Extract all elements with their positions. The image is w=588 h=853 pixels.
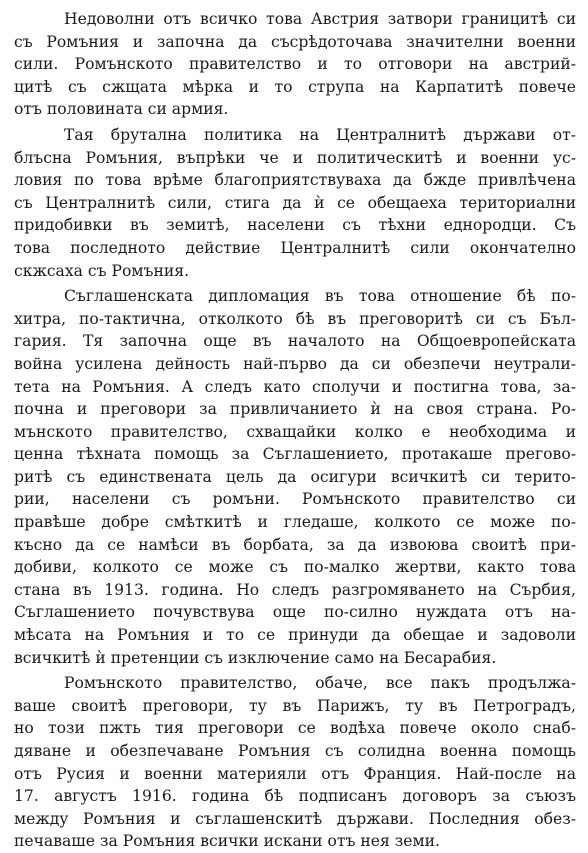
text-line: всичкитѣ ѝ претенции съ изключение само на Бесарабия. xyxy=(14,648,497,667)
text-line: Недоволни отъ всичко това Австрия затвори границитѣ си xyxy=(64,10,576,28)
text-line: тета на Ромъния. А следъ като сполучи и постигна това, за- xyxy=(14,377,576,396)
text-line: сили. Ромънското правителство и то отговори на австрий- xyxy=(14,55,576,74)
paragraph-4 xyxy=(14,672,576,853)
text-line: съ Ромъния и започна да съсрѣдоточава значителни военни xyxy=(14,32,576,51)
text-line: отъ половината си армия. xyxy=(14,100,229,119)
text-line: Ромънското правителство, обаче, все пакъ продължа- xyxy=(64,674,576,693)
text-line: дяване и обезпечаване Ромъния съ солидна военна помощь xyxy=(14,742,576,760)
text-line: блъсна Ромъния, въпрѣки че и политическитѣ и военни ус- xyxy=(14,148,576,167)
text-line: съ Централнитѣ сили, стига да ѝ се обещаеха териториални xyxy=(14,193,576,212)
text-line: 17. августъ 1916. година бѣ подписанъ договоръ за съюзъ xyxy=(14,787,576,806)
text-line: цитѣ съ сжщата мѣрка и то струпа на Карпатитѣ повече xyxy=(14,77,576,96)
text-line: мънското правителство, схващайки колко е необходима и xyxy=(14,422,576,441)
paragraph-2 xyxy=(14,124,576,282)
text-line: ценна тѣхната помощь за Съглашението, протакаше прегово- xyxy=(14,445,576,464)
text-line: почна и преговори за привличанието ѝ на своя страна. Ро- xyxy=(14,400,576,419)
text-line: това последното действие Централнитѣ сили окончателно xyxy=(14,238,576,257)
text-line: Съглашенската дипломация въ това отношение бѣ по- xyxy=(64,287,576,306)
text-line: печаваше за Ромъния всички искани отъ нея земи. xyxy=(14,832,441,851)
text-line: ритѣ съ единствената цель да осигури всичкитѣ си терито- xyxy=(14,467,576,486)
text-line: добиви, колкото се може съ по-малко жертви, както това xyxy=(14,558,576,577)
text-line: Тая брутална политика на Централнитѣ държави от- xyxy=(64,125,576,144)
text-line: война усилена дейность най-първо да си обезпечи неутрали- xyxy=(14,354,576,373)
text-line: ловия по това врѣме благоприятствуваха да бжде привлѣчена xyxy=(14,171,576,190)
paragraph-1 xyxy=(14,8,576,121)
text-line: мѣсата на Ромъния и то се принуди да обещае и задоволи xyxy=(14,626,576,645)
text-line: късно да се намѣси въ борбата, за да извоюва своитѣ при- xyxy=(14,535,576,554)
text-line: придобивки въ земитѣ, населени съ тѣхни еднородци. Съ xyxy=(14,216,576,235)
text-line: рии, населени съ ромъни. Ромънското правителство си xyxy=(14,490,576,509)
text-line: хитра, по-тактична, отколкото бѣ въ преговоритѣ си съ Бъл- xyxy=(14,309,576,328)
text-line: но този пжть тия преговори се водѣха повече около снаб- xyxy=(14,719,576,738)
text-line: правѣше добре смѣткитѣ и гледаше, колкото се може по- xyxy=(14,513,576,532)
text-line: ваше своитѣ преговори, ту въ Парижъ, ту въ Петроградъ, xyxy=(14,696,576,715)
paragraph-3 xyxy=(14,285,576,669)
text-line: отъ Русия и военни материяли отъ Франция. Най-после на xyxy=(14,764,576,783)
text-line: стана въ 1913. година. Но следъ разгромяването на Сърбия, xyxy=(14,580,576,599)
text-line: между Ромъния и съглашенскитѣ държави. Последния обез- xyxy=(14,809,576,828)
text-line: Съглашението почувствува още по-силно нуждата отъ на- xyxy=(14,603,576,622)
text-line: скжсаха съ Ромъния. xyxy=(14,261,190,280)
text-line: гария. Тя започна още въ началото на Общоевропейската xyxy=(14,332,576,351)
